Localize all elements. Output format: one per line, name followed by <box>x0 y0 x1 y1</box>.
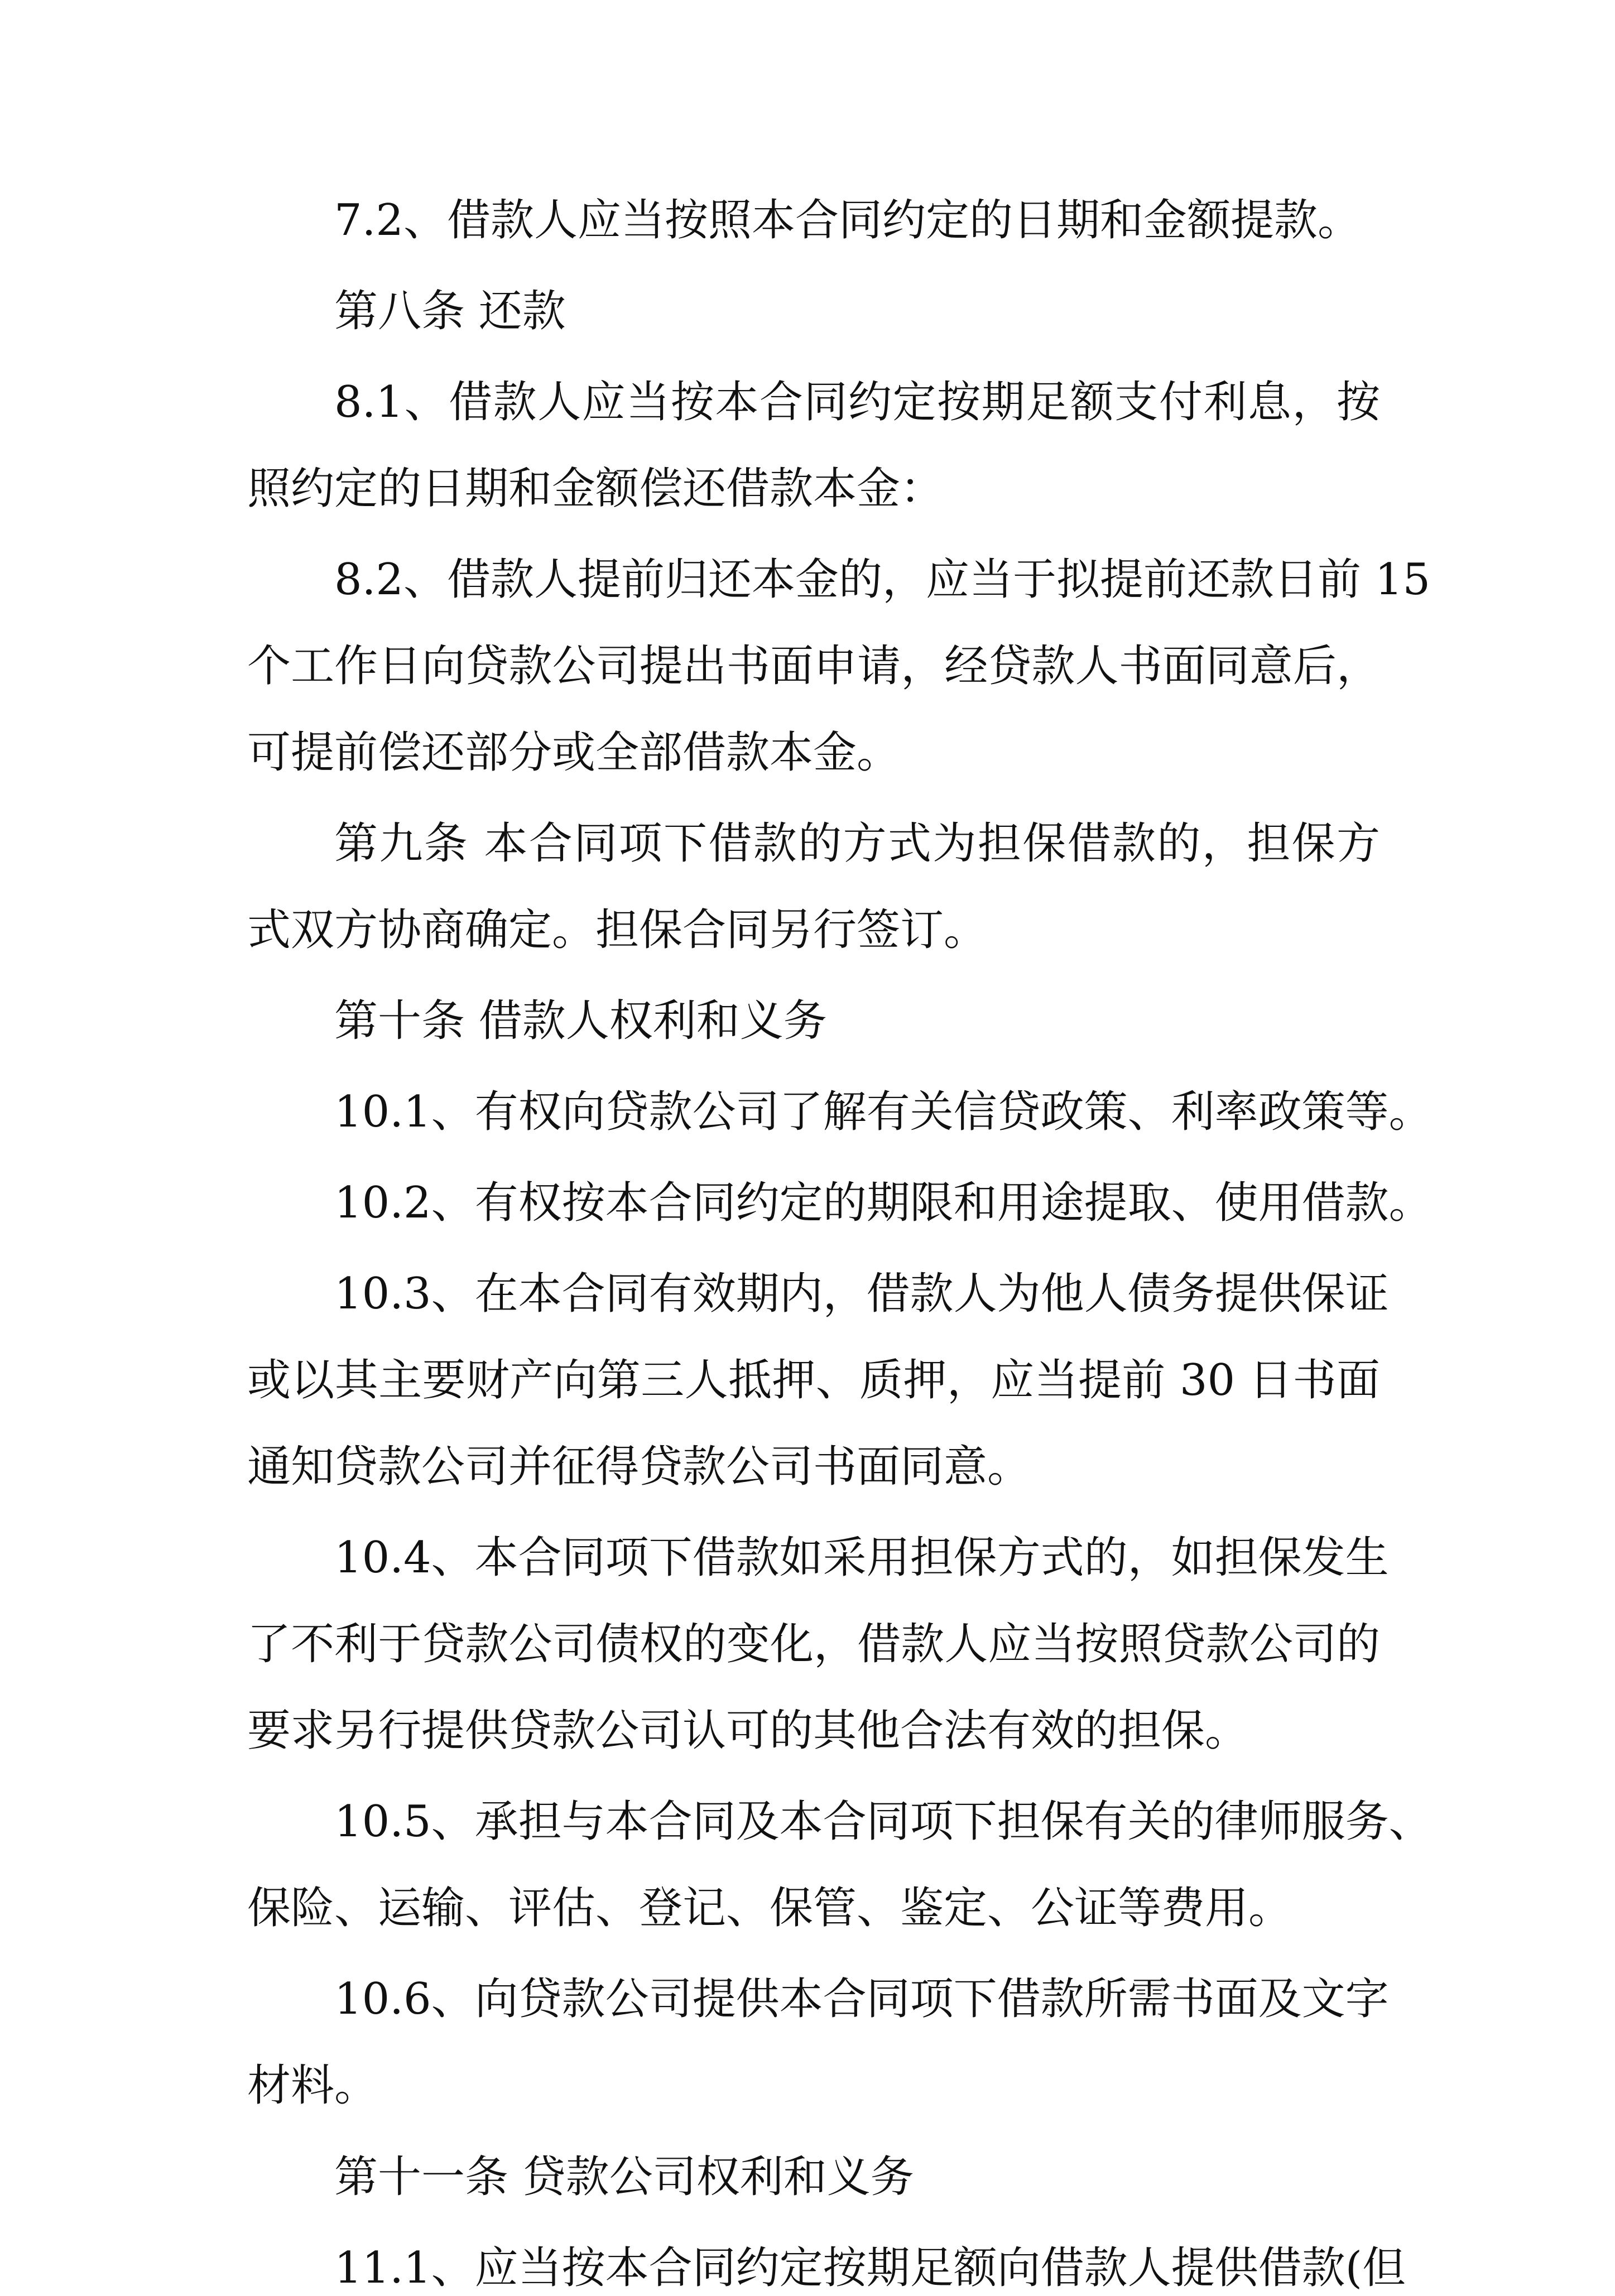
clause-10-3-line-2: 或以其主要财产向第三人抵押、质押，应当提前 30 日书面 <box>247 1355 1380 1405</box>
clause-8-2-line-2: 个工作日向贷款公司提出书面申请，经贷款人书面同意后， <box>247 641 1380 691</box>
article-10-heading: 第十条 借款人权利和义务 <box>334 996 827 1046</box>
clause-10-4-line-2: 了不利于贷款公司债权的变化，借款人应当按照贷款公司的 <box>247 1619 1380 1669</box>
article-9-line-1: 第九条 本合同项下借款的方式为担保借款的，担保方 <box>334 819 1380 869</box>
document-body <box>247 192 1433 2296</box>
clause-8-1-line-1: 8.1、借款人应当按本合同约定按期足额支付利息，按 <box>334 377 1380 427</box>
clause-7-2: 7.2、借款人应当按照本合同约定的日期和金额提款。 <box>334 195 1362 246</box>
clause-10-6-line-1: 10.6、向贷款公司提供本合同项下借款所需书面及文字 <box>334 1974 1389 2024</box>
article-11-heading: 第十一条 贷款公司权利和义务 <box>334 2152 914 2202</box>
clause-10-4-line-1: 10.4、本合同项下借款如采用担保方式的，如担保发生 <box>334 1533 1389 1583</box>
clause-8-2-line-1: 8.2、借款人提前归还本金的，应当于拟提前还款日前 15 <box>334 555 1431 605</box>
clause-10-1: 10.1、有权向贷款公司了解有关信贷政策、利率政策等。 <box>334 1087 1433 1137</box>
clause-10-5-line-1: 10.5、承担与本合同及本合同项下担保有关的律师服务、 <box>334 1797 1433 1847</box>
clause-8-2-line-3: 可提前偿还部分或全部借款本金。 <box>247 728 901 778</box>
clause-10-3-line-1: 10.3、在本合同有效期内，借款人为他人债务提供保证 <box>334 1269 1389 1319</box>
clause-10-6-line-2: 材料。 <box>247 2061 378 2111</box>
clause-8-1-line-2: 照约定的日期和金额偿还借款本金： <box>247 464 944 514</box>
clause-11-1-line-1: 11.1、应当按本合同约定按期足额向借款人提供借款(但 <box>334 2243 1406 2293</box>
article-9-line-2: 式双方协商确定。担保合同另行签订。 <box>247 905 988 955</box>
clause-10-5-line-2: 保险、运输、评估、登记、保管、鉴定、公证等费用。 <box>247 1883 1292 1933</box>
clause-10-4-line-3: 要求另行提供贷款公司认可的其他合法有效的担保。 <box>247 1706 1249 1756</box>
clause-10-2: 10.2、有权按本合同约定的期限和用途提取、使用借款。 <box>334 1178 1433 1228</box>
clause-10-3-line-3: 通知贷款公司并征得贷款公司书面同意。 <box>247 1442 1031 1492</box>
article-8-heading: 第八条 还款 <box>334 286 566 336</box>
